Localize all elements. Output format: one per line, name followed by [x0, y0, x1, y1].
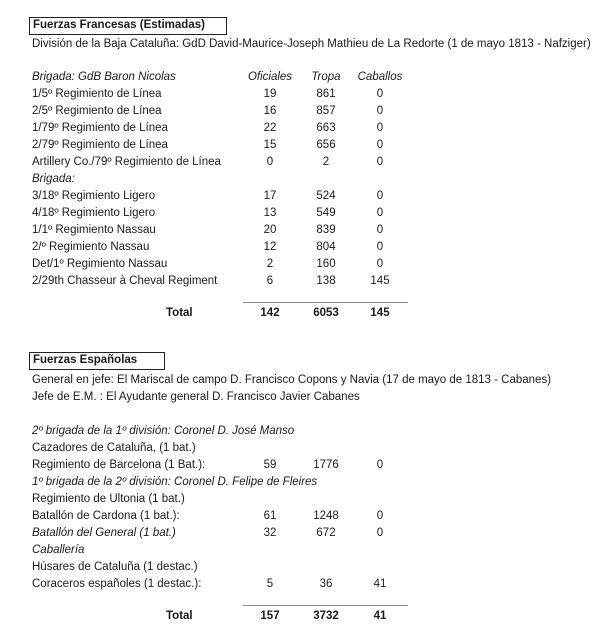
unit-label: 2/29th Chasseur à Cheval Regiment: [32, 275, 218, 287]
cell-tropa: 549: [316, 207, 336, 219]
unit-label: 1º brigada de la 2º división: Coronel D. Felipe de Fleires: [32, 476, 318, 488]
table-row: [0, 138, 610, 155]
cell-oficiales: 15: [263, 139, 277, 151]
cell-caballos: 0: [376, 156, 384, 168]
cell-tropa: 663: [316, 122, 336, 134]
cell-oficiales: 6: [266, 275, 274, 287]
cell-tropa: 839: [316, 224, 336, 236]
unit-label: Artillery Co./79º Regimiento de Línea: [32, 156, 221, 168]
total-tropa: 6053: [313, 307, 339, 319]
unit-label: Cazadores de Cataluña, (1 bat.): [32, 442, 196, 454]
unit-label: Húsares de Cataluña (1 destac.): [32, 561, 198, 573]
spanish-commander: General en jefe: El Mariscal de campo D. Francisco Copons y Navia (17 de mayo de 1813 - Cabanes): [32, 374, 552, 386]
table-row: [0, 155, 610, 172]
unit-label: 1/5º Regimiento de Línea: [32, 88, 162, 100]
cell-tropa: 138: [316, 275, 336, 287]
cell-tropa: 857: [316, 105, 336, 117]
cell-oficiales: 17: [263, 190, 277, 202]
cell-oficiales: 32: [263, 527, 277, 539]
french-forces-title: Fuerzas Francesas (Estimadas): [29, 17, 227, 35]
unit-label: Caballería: [32, 544, 85, 556]
table-row: [0, 189, 610, 206]
unit-label: Brigada:: [32, 173, 75, 185]
spanish-total-rule: [243, 605, 408, 606]
table-row: [0, 206, 610, 223]
unit-label: Regimiento de Ultonia (1 bat.): [32, 493, 185, 505]
column-header-caballos: Caballos: [357, 71, 403, 83]
cell-oficiales: 13: [263, 207, 277, 219]
total-caballos: 145: [370, 307, 390, 319]
cell-oficiales: 5: [266, 578, 274, 590]
table-row: [0, 475, 610, 492]
unit-label: 3/18º Regimiento Ligero: [32, 190, 156, 202]
cell-oficiales: 2: [266, 258, 274, 270]
cell-caballos: 0: [376, 105, 384, 117]
cell-tropa: 1776: [313, 459, 339, 471]
unit-label: 1/1º Regimiento Nassau: [32, 224, 156, 236]
unit-label: Coraceros españoles (1 destac.):: [32, 578, 202, 590]
french-division-subtitle: División de la Baja Cataluña: GdD David-Maurice-Joseph Mathieu de La Redorte (1 de mayo 1813 - Nafziger): [32, 38, 591, 50]
unit-label: 2/79º Regimiento de Línea: [32, 139, 168, 151]
unit-label: Brigada: GdB Baron Nicolas: [32, 71, 176, 83]
cell-caballos: 0: [376, 459, 384, 471]
table-row: [0, 121, 610, 138]
table-row: [0, 441, 610, 458]
unit-label: Det/1º Regimiento Nassau: [32, 258, 168, 270]
table-row: [0, 560, 610, 577]
table-row: [0, 526, 610, 543]
cell-oficiales: 0: [266, 156, 274, 168]
cell-caballos: 0: [376, 510, 384, 522]
cell-caballos: 0: [376, 207, 384, 219]
cell-tropa: 656: [316, 139, 336, 151]
french-total-rule: [243, 302, 408, 303]
unit-label: Batallón del General (1 bat.): [32, 527, 176, 539]
cell-oficiales: 22: [263, 122, 277, 134]
cell-oficiales: 19: [263, 88, 277, 100]
table-row: [0, 257, 610, 274]
cell-tropa: 1248: [313, 510, 339, 522]
cell-tropa: 160: [316, 258, 336, 270]
cell-oficiales: 59: [263, 459, 277, 471]
table-row: [0, 543, 610, 560]
spanish-forces-title: Fuerzas Españolas: [29, 352, 165, 370]
total-caballos: 41: [373, 610, 387, 622]
cell-oficiales: 20: [263, 224, 277, 236]
cell-caballos: 41: [373, 578, 387, 590]
table-row: [0, 274, 610, 291]
table-row: [0, 223, 610, 240]
cell-caballos: 0: [376, 224, 384, 236]
cell-caballos: 0: [376, 190, 384, 202]
cell-caballos: 0: [376, 258, 384, 270]
total-oficiales: 142: [260, 307, 280, 319]
cell-caballos: 145: [370, 275, 390, 287]
spanish-chief-of-staff: Jefe de E.M. : El Ayudante general D. Francisco Javier Cabanes: [32, 391, 360, 403]
cell-oficiales: 61: [263, 510, 277, 522]
cell-tropa: 672: [316, 527, 336, 539]
column-header-oficiales: Oficiales: [247, 71, 293, 83]
cell-tropa: 804: [316, 241, 336, 253]
spanish-total-row: [0, 609, 610, 626]
unit-label: Batallón de Cardona (1 bat.):: [32, 510, 180, 522]
table-row: [0, 172, 610, 189]
cell-caballos: 0: [376, 122, 384, 134]
unit-label: 2º brigada de la 1º división: Coronel D. José Manso: [32, 425, 295, 437]
cell-tropa: 2: [322, 156, 330, 168]
total-tropa: 3732: [313, 610, 339, 622]
table-row: [0, 87, 610, 104]
unit-label: Regimiento de Barcelona (1 Bat.):: [32, 459, 206, 471]
table-row: [0, 458, 610, 475]
cell-caballos: 0: [376, 527, 384, 539]
unit-label: 2/º Regimiento Nassau: [32, 241, 150, 253]
unit-label: 4/18º Regimiento Ligero: [32, 207, 156, 219]
table-row: [0, 424, 610, 441]
table-row: [0, 104, 610, 121]
cell-caballos: 0: [376, 139, 384, 151]
column-header-tropa: Tropa: [311, 71, 341, 83]
cell-oficiales: 12: [263, 241, 277, 253]
table-row: [0, 70, 610, 87]
cell-tropa: 36: [319, 578, 333, 590]
cell-tropa: 524: [316, 190, 336, 202]
cell-tropa: 861: [316, 88, 336, 100]
total-label: Total: [166, 307, 193, 319]
total-label: Total: [166, 610, 193, 622]
cell-caballos: 0: [376, 88, 384, 100]
table-row: [0, 492, 610, 509]
total-oficiales: 157: [260, 610, 280, 622]
cell-oficiales: 16: [263, 105, 277, 117]
cell-caballos: 0: [376, 241, 384, 253]
table-row: [0, 509, 610, 526]
french-total-row: [0, 306, 610, 323]
table-row: [0, 577, 610, 594]
unit-label: 1/79º Regimiento de Línea: [32, 122, 168, 134]
unit-label: 2/5º Regimiento de Línea: [32, 105, 162, 117]
table-row: [0, 240, 610, 257]
